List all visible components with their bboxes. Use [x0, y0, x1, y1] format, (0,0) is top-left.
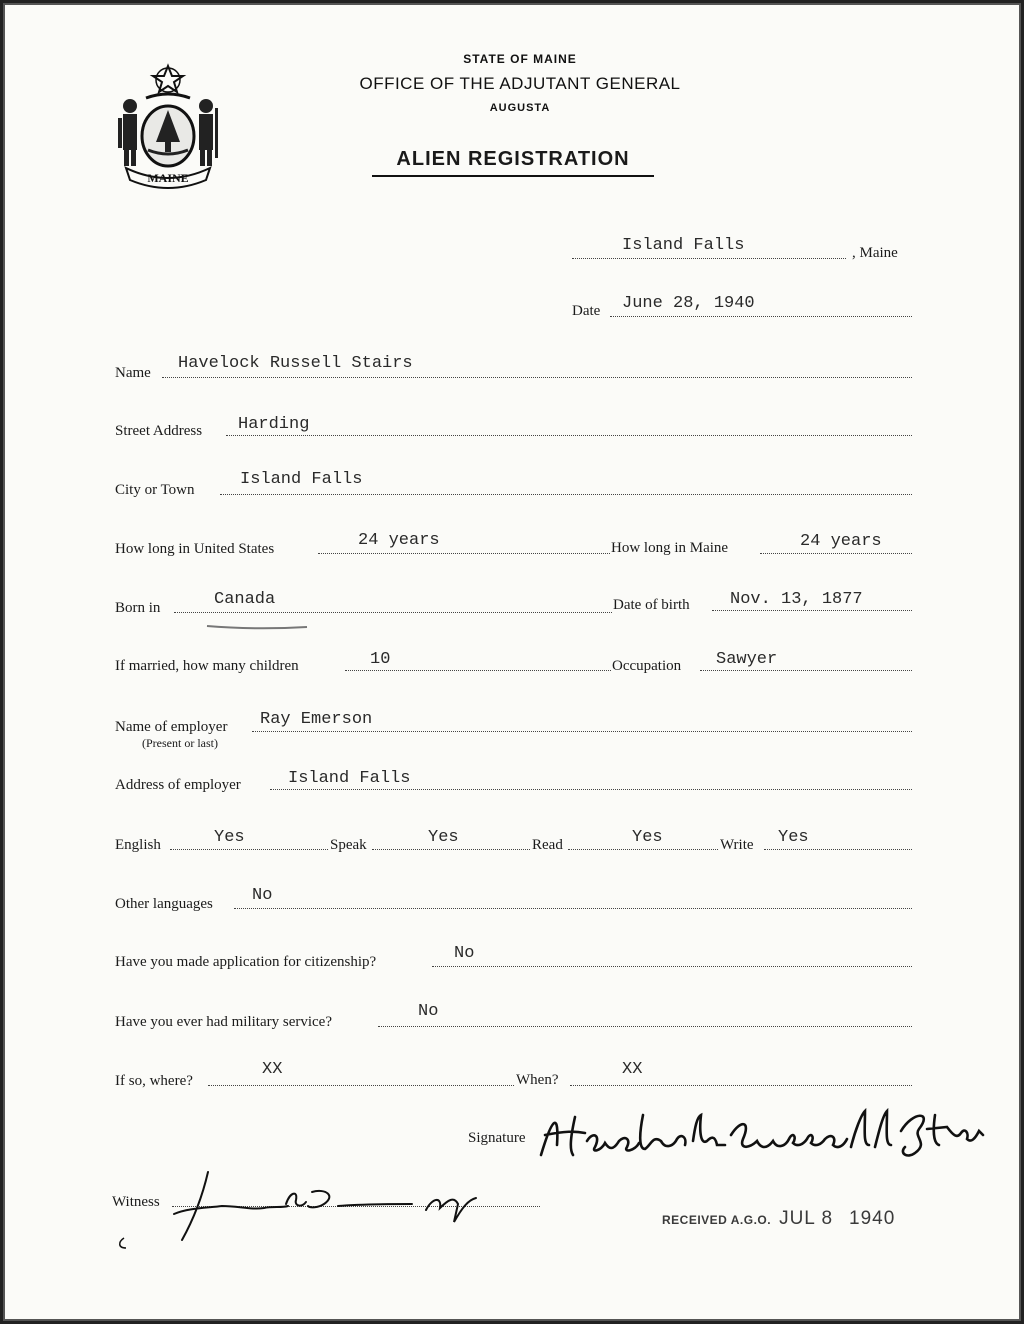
name-label: Name	[115, 365, 151, 381]
city-or-town-value[interactable]: Island Falls	[240, 470, 363, 489]
place-suffix: , Maine	[852, 245, 898, 261]
where-value[interactable]: XX	[262, 1060, 283, 1079]
employer-sublabel: (Present or last)	[142, 736, 218, 750]
name-value[interactable]: Havelock Russell Stairs	[178, 354, 413, 373]
street-address-label: Street Address	[115, 423, 203, 439]
place-value[interactable]: Island Falls	[622, 236, 745, 255]
stamp-received-text: RECEIVED A.G.O.	[662, 1213, 772, 1227]
citizenship-value[interactable]: No	[454, 944, 475, 963]
witness-signature	[112, 1168, 502, 1250]
date-value[interactable]: June 28, 1940	[622, 294, 755, 313]
how-long-us-value[interactable]: 24 years	[358, 531, 440, 550]
stamp-date: JUL 8	[779, 1208, 834, 1229]
when-value[interactable]: XX	[622, 1060, 643, 1079]
date-of-birth-value[interactable]: Nov. 13, 1877	[730, 590, 863, 609]
city-heading: AUGUSTA	[489, 102, 551, 114]
employer-address-label: Address of employer	[115, 777, 241, 793]
witness-label: Witness	[112, 1194, 160, 1210]
write-label: Write	[720, 837, 754, 853]
occupation-label: Occupation	[612, 658, 682, 674]
read-value[interactable]: Yes	[632, 828, 663, 847]
employer-address-value[interactable]: Island Falls	[288, 769, 411, 788]
children-value[interactable]: 10	[370, 650, 391, 669]
born-in-label: Born in	[115, 600, 161, 616]
english-label: English	[115, 837, 161, 853]
street-address-value[interactable]: Harding	[238, 415, 310, 434]
where-label: If so, where?	[115, 1073, 193, 1089]
how-long-us-label: How long in United States	[115, 541, 275, 557]
employer-value[interactable]: Ray Emerson	[260, 710, 373, 729]
military-label: Have you ever had military service?	[115, 1014, 332, 1030]
how-long-maine-label: How long in Maine	[611, 540, 729, 556]
english-value[interactable]: Yes	[214, 828, 245, 847]
speak-label: Speak	[330, 837, 367, 853]
children-label: If married, how many children	[115, 658, 299, 674]
citizenship-label: Have you made application for citizenship?	[115, 954, 377, 970]
occupation-value[interactable]: Sawyer	[716, 650, 778, 669]
form-title: ALIEN REGISTRATION	[372, 148, 654, 177]
seal-banner-text: MAINE	[147, 171, 189, 185]
how-long-maine-value[interactable]: 24 years	[800, 532, 882, 551]
state-heading: STATE OF MAINE	[463, 52, 577, 66]
write-value[interactable]: Yes	[778, 828, 809, 847]
speak-value[interactable]: Yes	[428, 828, 459, 847]
other-languages-value[interactable]: No	[252, 886, 273, 905]
canada-underline-mark	[205, 622, 309, 632]
read-label: Read	[532, 837, 563, 853]
military-value[interactable]: No	[418, 1002, 439, 1021]
city-or-town-label: City or Town	[115, 482, 195, 498]
date-label: Date	[572, 303, 601, 319]
born-in-value[interactable]: Canada	[214, 590, 276, 609]
office-heading: OFFICE OF THE ADJUTANT GENERAL	[359, 74, 681, 93]
when-label: When?	[516, 1072, 559, 1088]
stamp-year: 1940	[849, 1208, 896, 1229]
date-of-birth-label: Date of birth	[613, 597, 690, 613]
employer-label: Name of employer	[115, 719, 228, 735]
other-languages-label: Other languages	[115, 896, 213, 912]
applicant-signature	[535, 1105, 985, 1165]
signature-label: Signature	[468, 1130, 526, 1146]
maine-state-seal-icon	[110, 62, 226, 190]
received-stamp	[662, 1208, 895, 1230]
